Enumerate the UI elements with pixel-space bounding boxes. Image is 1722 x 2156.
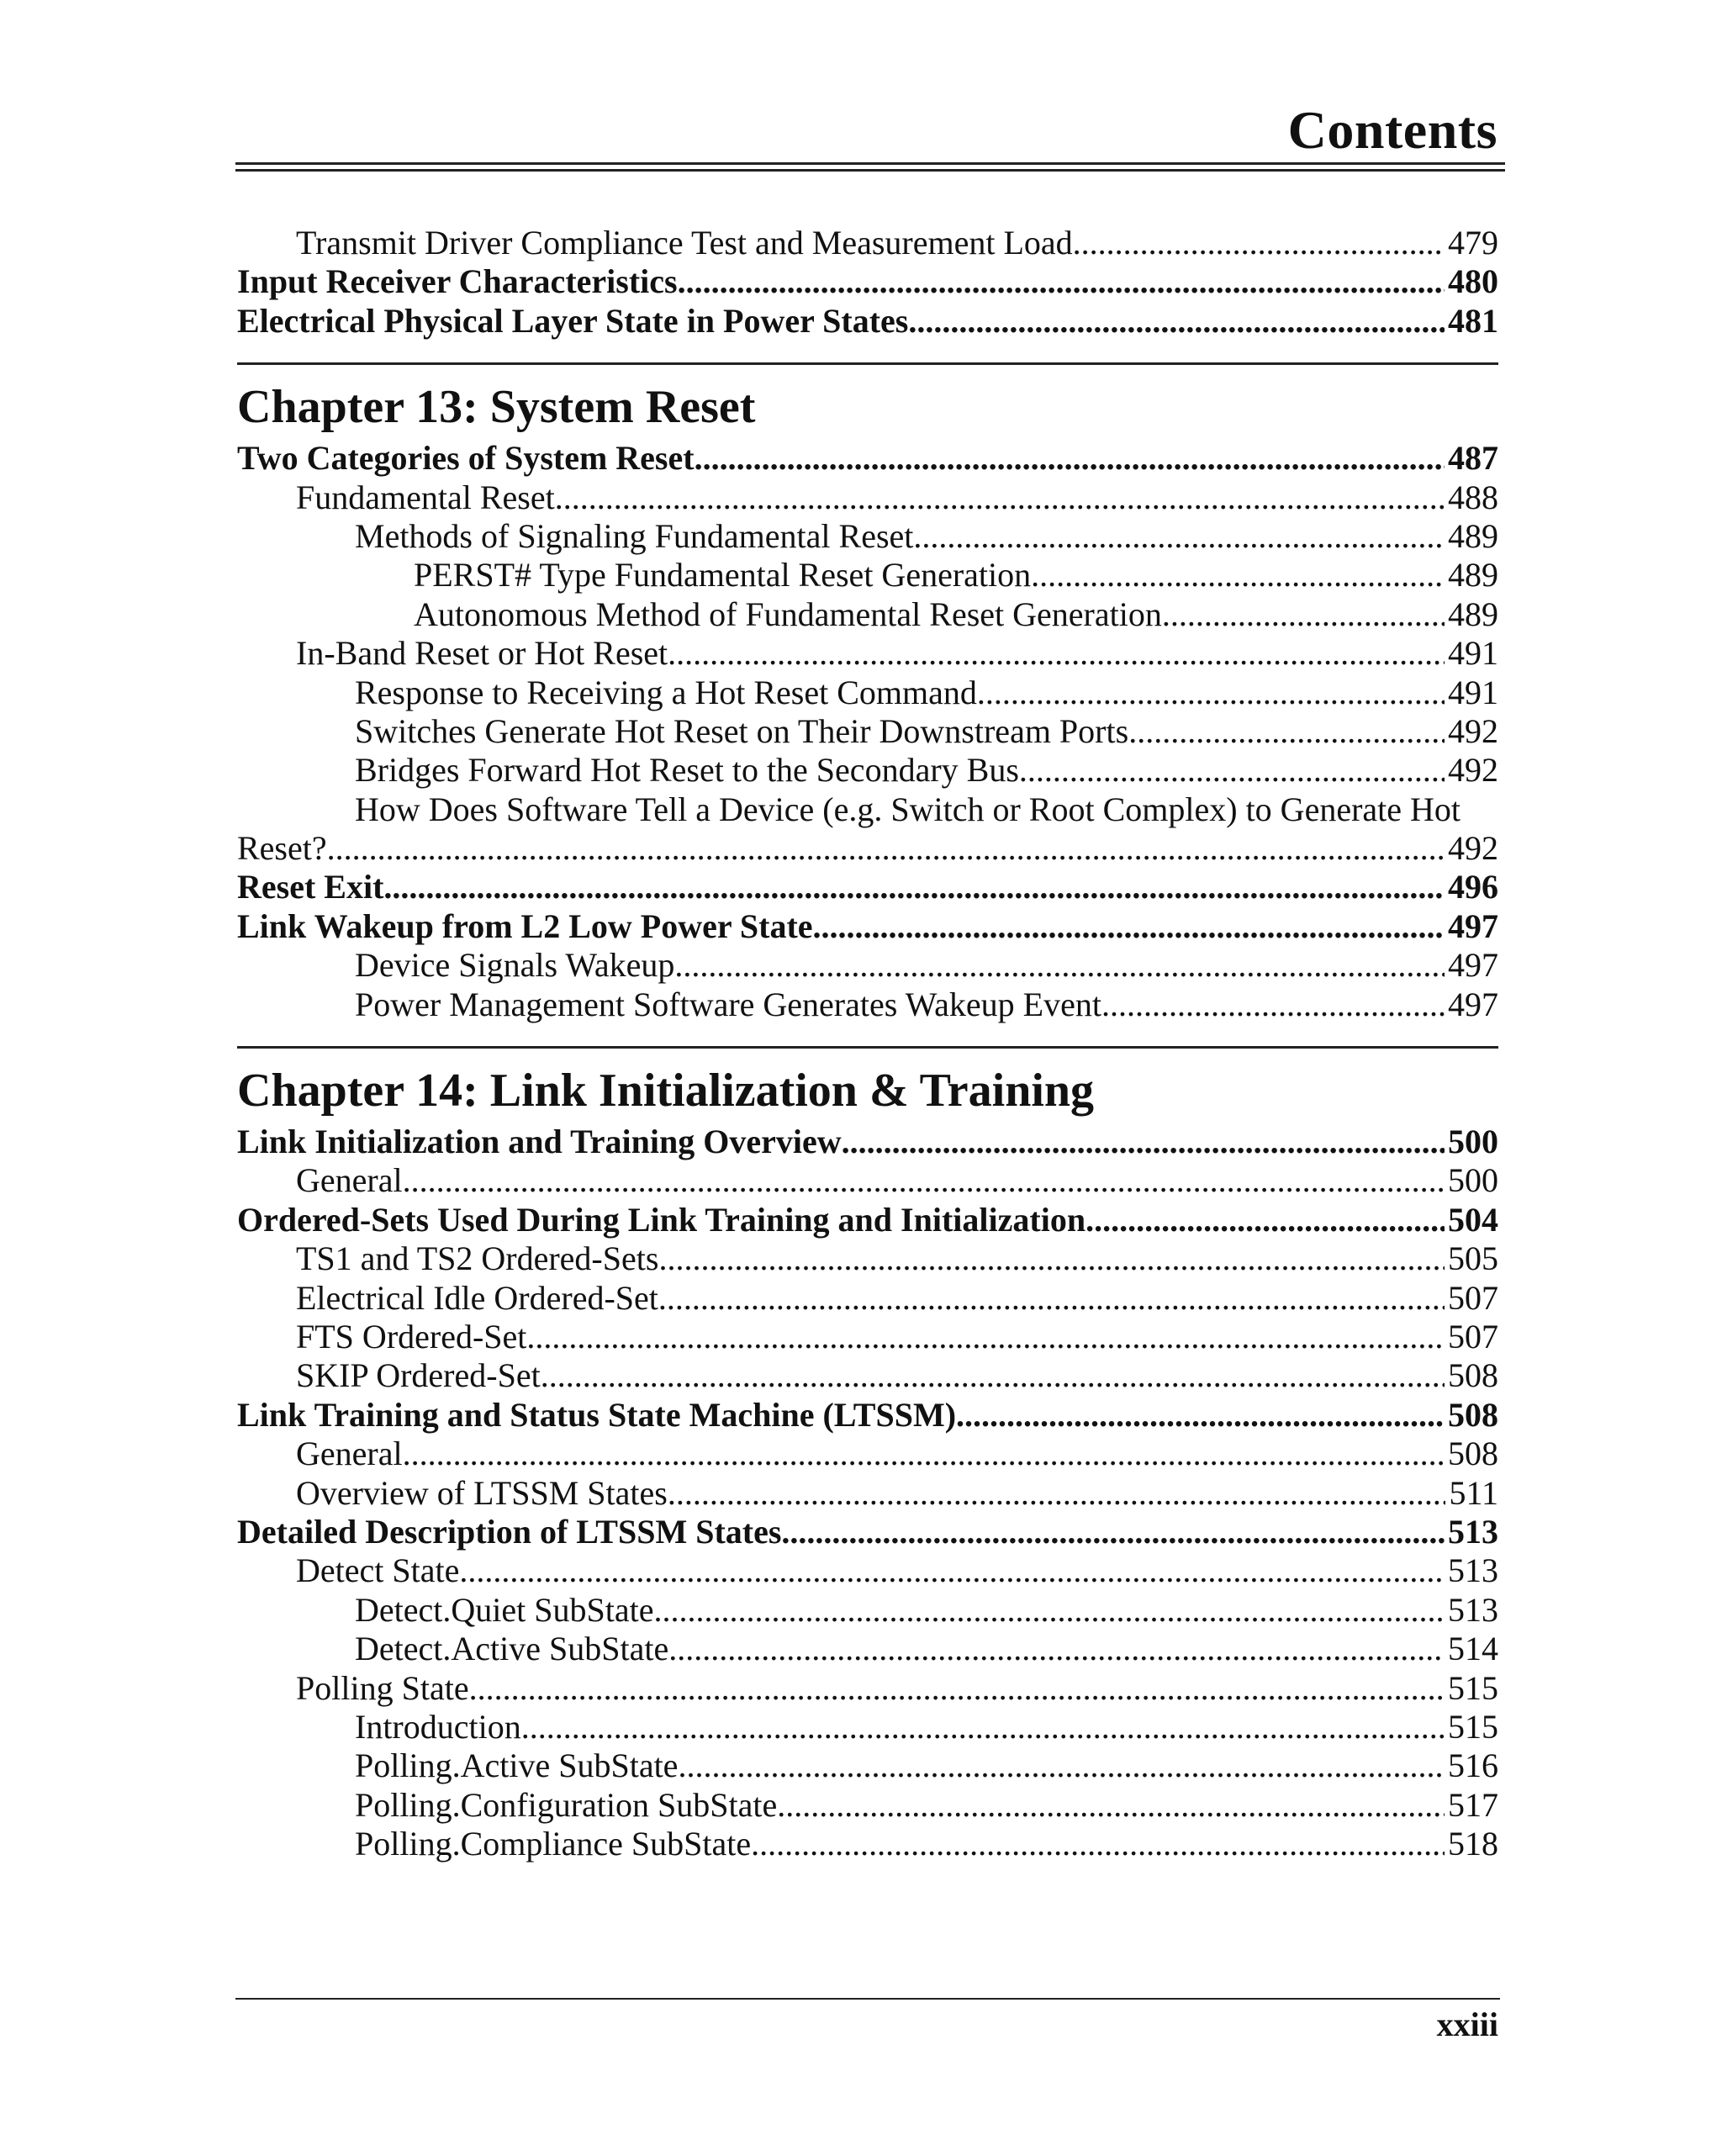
toc-entry[interactable] bbox=[237, 1513, 1498, 1551]
toc-entry-page: 492 bbox=[1448, 829, 1498, 868]
toc-entry[interactable] bbox=[237, 1708, 1498, 1746]
toc-entry[interactable] bbox=[237, 946, 1498, 985]
leader-dots bbox=[668, 1474, 1446, 1513]
toc-entry-page: 508 bbox=[1448, 1395, 1498, 1434]
toc-entry-title: Fundamental Reset bbox=[296, 478, 555, 516]
chapter-13-entries bbox=[237, 439, 1498, 790]
toc-entry-page: 515 bbox=[1448, 1707, 1498, 1746]
toc-entry[interactable] bbox=[237, 674, 1498, 712]
leader-dots bbox=[1073, 224, 1445, 262]
leader-dots bbox=[526, 1318, 1445, 1356]
leader-dots bbox=[521, 1708, 1445, 1746]
toc-entry[interactable] bbox=[237, 907, 1498, 946]
leader-dots bbox=[695, 439, 1445, 478]
toc-entry-page: 511 bbox=[1449, 1473, 1498, 1512]
leader-dots bbox=[1085, 1201, 1445, 1239]
leader-dots bbox=[678, 262, 1445, 301]
toc-entry[interactable] bbox=[237, 1201, 1498, 1239]
toc-entry-title: Detect.Quiet SubState bbox=[355, 1590, 654, 1629]
toc-entry[interactable] bbox=[237, 1746, 1498, 1785]
toc-entry[interactable] bbox=[237, 1161, 1498, 1200]
toc-entry-page: 507 bbox=[1448, 1278, 1498, 1317]
toc-entry-title: Detect.Active SubState bbox=[355, 1630, 669, 1668]
toc-entry-page: 500 bbox=[1448, 1161, 1498, 1200]
toc-entry[interactable] bbox=[237, 595, 1498, 634]
table-of-contents bbox=[237, 224, 1498, 1863]
leader-dots bbox=[777, 1786, 1445, 1825]
toc-entry-title: Detect State bbox=[296, 1551, 460, 1590]
toc-entry-page: 489 bbox=[1448, 594, 1498, 633]
toc-entry-title: Detailed Description of LTSSM States bbox=[237, 1512, 782, 1551]
leader-dots bbox=[1128, 712, 1445, 751]
toc-entry-page: 487 bbox=[1448, 439, 1498, 478]
leader-dots bbox=[1019, 751, 1445, 790]
toc-entry-page: 497 bbox=[1448, 985, 1498, 1023]
toc-entry-title: Polling.Compliance SubState bbox=[355, 1825, 752, 1863]
leader-dots bbox=[403, 1161, 1445, 1200]
chapter-13-section bbox=[237, 362, 1498, 1024]
toc-entry[interactable] bbox=[237, 1239, 1498, 1278]
toc-entry[interactable] bbox=[237, 224, 1498, 262]
toc-entry[interactable] bbox=[237, 262, 1498, 301]
toc-entry-title: Device Signals Wakeup bbox=[355, 946, 675, 985]
toc-entry-title: Input Receiver Characteristics bbox=[237, 262, 678, 301]
toc-entry-page: 508 bbox=[1448, 1356, 1498, 1395]
leader-dots bbox=[327, 829, 1445, 868]
leader-dots bbox=[956, 1396, 1445, 1435]
leader-dots bbox=[459, 1551, 1445, 1590]
toc-entry-title: Link Initialization and Training Overview bbox=[237, 1123, 842, 1161]
toc-entry[interactable] bbox=[237, 868, 1498, 906]
toc-entry-title: Autonomous Method of Fundamental Reset Generation bbox=[414, 594, 1162, 633]
toc-entry-title: Transmit Driver Compliance Test and Measurement Load bbox=[296, 224, 1073, 262]
toc-entry-page: 508 bbox=[1448, 1435, 1498, 1473]
toc-entry-title: Bridges Forward Hot Reset to the Secondary Bus bbox=[355, 751, 1019, 790]
toc-entry-page: 517 bbox=[1448, 1785, 1498, 1824]
toc-entry-title: Methods of Signaling Fundamental Reset bbox=[355, 516, 914, 555]
toc-entry[interactable] bbox=[237, 556, 1498, 594]
toc-entry-page: 505 bbox=[1448, 1239, 1498, 1278]
toc-entry-page: 518 bbox=[1448, 1825, 1498, 1863]
toc-entry-title: How Does Software Tell a Device (e.g. Switch or Root Complex) to Generate Hot bbox=[355, 790, 1461, 828]
chapter-14-entries bbox=[237, 1123, 1498, 1863]
toc-entry-page: 489 bbox=[1448, 556, 1498, 594]
toc-entry-wrapped-line1 bbox=[237, 790, 1498, 829]
toc-entry-page: 497 bbox=[1448, 906, 1498, 945]
toc-entry-page: 507 bbox=[1448, 1317, 1498, 1355]
toc-entry[interactable] bbox=[237, 1630, 1498, 1668]
toc-entry[interactable] bbox=[237, 439, 1498, 478]
toc-entry[interactable] bbox=[237, 478, 1498, 517]
toc-entry[interactable] bbox=[237, 751, 1498, 790]
toc-entry-title: Link Wakeup from L2 Low Power State bbox=[237, 906, 813, 945]
toc-entry-page: 515 bbox=[1448, 1668, 1498, 1707]
toc-entry[interactable] bbox=[237, 712, 1498, 751]
page-number: xxiii bbox=[1436, 2005, 1498, 2043]
toc-entry-page: 497 bbox=[1448, 946, 1498, 985]
leader-dots bbox=[674, 946, 1445, 985]
toc-top-section bbox=[237, 224, 1498, 341]
leader-dots bbox=[653, 1591, 1445, 1630]
header-rule bbox=[235, 169, 1505, 172]
toc-entry-page: 488 bbox=[1448, 478, 1498, 516]
toc-entry[interactable] bbox=[237, 1279, 1498, 1318]
toc-entry-page: 492 bbox=[1448, 751, 1498, 790]
leader-dots bbox=[541, 1356, 1445, 1395]
toc-entry[interactable] bbox=[237, 1825, 1498, 1863]
toc-entry-title: Electrical Physical Layer State in Power States bbox=[237, 301, 909, 340]
toc-entry[interactable] bbox=[237, 517, 1498, 556]
toc-entry-title: Introduction bbox=[355, 1707, 521, 1746]
leader-dots bbox=[555, 478, 1445, 517]
toc-entry-page: 513 bbox=[1448, 1590, 1498, 1629]
toc-entry-title: SKIP Ordered-Set bbox=[296, 1356, 541, 1395]
toc-entry[interactable] bbox=[237, 1435, 1498, 1473]
leader-dots bbox=[658, 1239, 1445, 1278]
toc-entry-title: Link Training and Status State Machine (LTSSM) bbox=[237, 1395, 957, 1434]
chapter-divider bbox=[237, 1046, 1498, 1049]
toc-entry-page: 504 bbox=[1448, 1200, 1498, 1239]
leader-dots bbox=[668, 1630, 1445, 1668]
leader-dots bbox=[678, 1746, 1445, 1785]
toc-entry-page: 491 bbox=[1448, 673, 1498, 711]
toc-entry-page: 500 bbox=[1448, 1123, 1498, 1161]
chapter-13-entries bbox=[237, 868, 1498, 1024]
toc-entry[interactable] bbox=[237, 986, 1498, 1024]
toc-entry-title: Polling.Configuration SubState bbox=[355, 1785, 778, 1824]
leader-dots bbox=[658, 1279, 1445, 1318]
leader-dots bbox=[469, 1669, 1445, 1708]
toc-entry[interactable] bbox=[237, 302, 1498, 341]
toc-entry-page: 516 bbox=[1448, 1746, 1498, 1785]
toc-entry[interactable] bbox=[237, 1551, 1498, 1590]
toc-entry-title: TS1 and TS2 Ordered-Sets bbox=[296, 1239, 659, 1278]
toc-entry-page: 513 bbox=[1448, 1512, 1498, 1551]
toc-entry-title: Reset? bbox=[237, 829, 327, 868]
toc-entry-title: Electrical Idle Ordered-Set bbox=[296, 1278, 658, 1317]
leader-dots bbox=[842, 1123, 1445, 1161]
toc-entry-title: General bbox=[296, 1161, 403, 1200]
toc-entry[interactable] bbox=[237, 1786, 1498, 1825]
toc-entry-page: 480 bbox=[1448, 262, 1498, 301]
toc-entry[interactable] bbox=[237, 1356, 1498, 1395]
toc-entry[interactable] bbox=[237, 1669, 1498, 1708]
toc-entry[interactable] bbox=[237, 1123, 1498, 1161]
page-title: Contents bbox=[1287, 100, 1498, 160]
toc-entry-title: General bbox=[296, 1435, 403, 1473]
toc-entry[interactable] bbox=[237, 1396, 1498, 1435]
toc-entry-title: Response to Receiving a Hot Reset Command bbox=[355, 673, 977, 711]
leader-dots bbox=[1101, 986, 1445, 1024]
toc-entry-title: In-Band Reset or Hot Reset bbox=[296, 634, 668, 673]
toc-entry-title: Reset Exit bbox=[237, 868, 384, 906]
leader-dots bbox=[977, 674, 1445, 712]
chapter-heading: Chapter 14: Link Initialization & Training bbox=[237, 1065, 1095, 1118]
chapter-14-section bbox=[237, 1046, 1498, 1863]
toc-entry-title: Overview of LTSSM States bbox=[296, 1473, 668, 1512]
leader-dots bbox=[781, 1513, 1445, 1551]
leader-dots bbox=[908, 302, 1445, 341]
toc-entry-wrapped-line2 bbox=[237, 829, 1498, 868]
chapter-heading: Chapter 13: System Reset bbox=[237, 381, 756, 434]
toc-entry-page: 491 bbox=[1448, 634, 1498, 673]
toc-entry-page: 514 bbox=[1448, 1630, 1498, 1668]
toc-entry-page: 496 bbox=[1448, 868, 1498, 906]
leader-dots bbox=[913, 517, 1445, 556]
leader-dots bbox=[668, 634, 1445, 673]
toc-entry[interactable] bbox=[237, 1591, 1498, 1630]
leader-dots bbox=[383, 868, 1445, 906]
toc-entry-page: 489 bbox=[1448, 516, 1498, 555]
leader-dots bbox=[1162, 595, 1445, 634]
toc-entry[interactable] bbox=[237, 1474, 1498, 1513]
toc-entry-page: 479 bbox=[1448, 224, 1498, 262]
chapter-divider bbox=[237, 362, 1498, 365]
leader-dots bbox=[403, 1435, 1445, 1473]
toc-entry-title: PERST# Type Fundamental Reset Generation bbox=[414, 556, 1032, 594]
toc-entry-title: Power Management Software Generates Wakeup Event bbox=[355, 985, 1101, 1023]
toc-entry-title: Two Categories of System Reset bbox=[237, 439, 695, 478]
footer-rule bbox=[235, 1998, 1500, 2000]
header-rule bbox=[235, 162, 1505, 165]
leader-dots bbox=[751, 1825, 1445, 1863]
toc-entry-page: 513 bbox=[1448, 1551, 1498, 1590]
toc-entry-page: 492 bbox=[1448, 711, 1498, 750]
leader-dots bbox=[1031, 556, 1445, 594]
toc-entry-title: Ordered-Sets Used During Link Training and Initialization bbox=[237, 1200, 1086, 1239]
leader-dots bbox=[813, 907, 1445, 946]
toc-entry[interactable] bbox=[237, 1318, 1498, 1356]
toc-entry-title: Polling State bbox=[296, 1668, 469, 1707]
toc-entry-page: 481 bbox=[1448, 301, 1498, 340]
toc-entry-title: Polling.Active SubState bbox=[355, 1746, 679, 1785]
toc-entry-title: FTS Ordered-Set bbox=[296, 1317, 527, 1355]
toc-entry-title: Switches Generate Hot Reset on Their Downstream Ports bbox=[355, 711, 1129, 750]
toc-entry[interactable] bbox=[237, 634, 1498, 673]
